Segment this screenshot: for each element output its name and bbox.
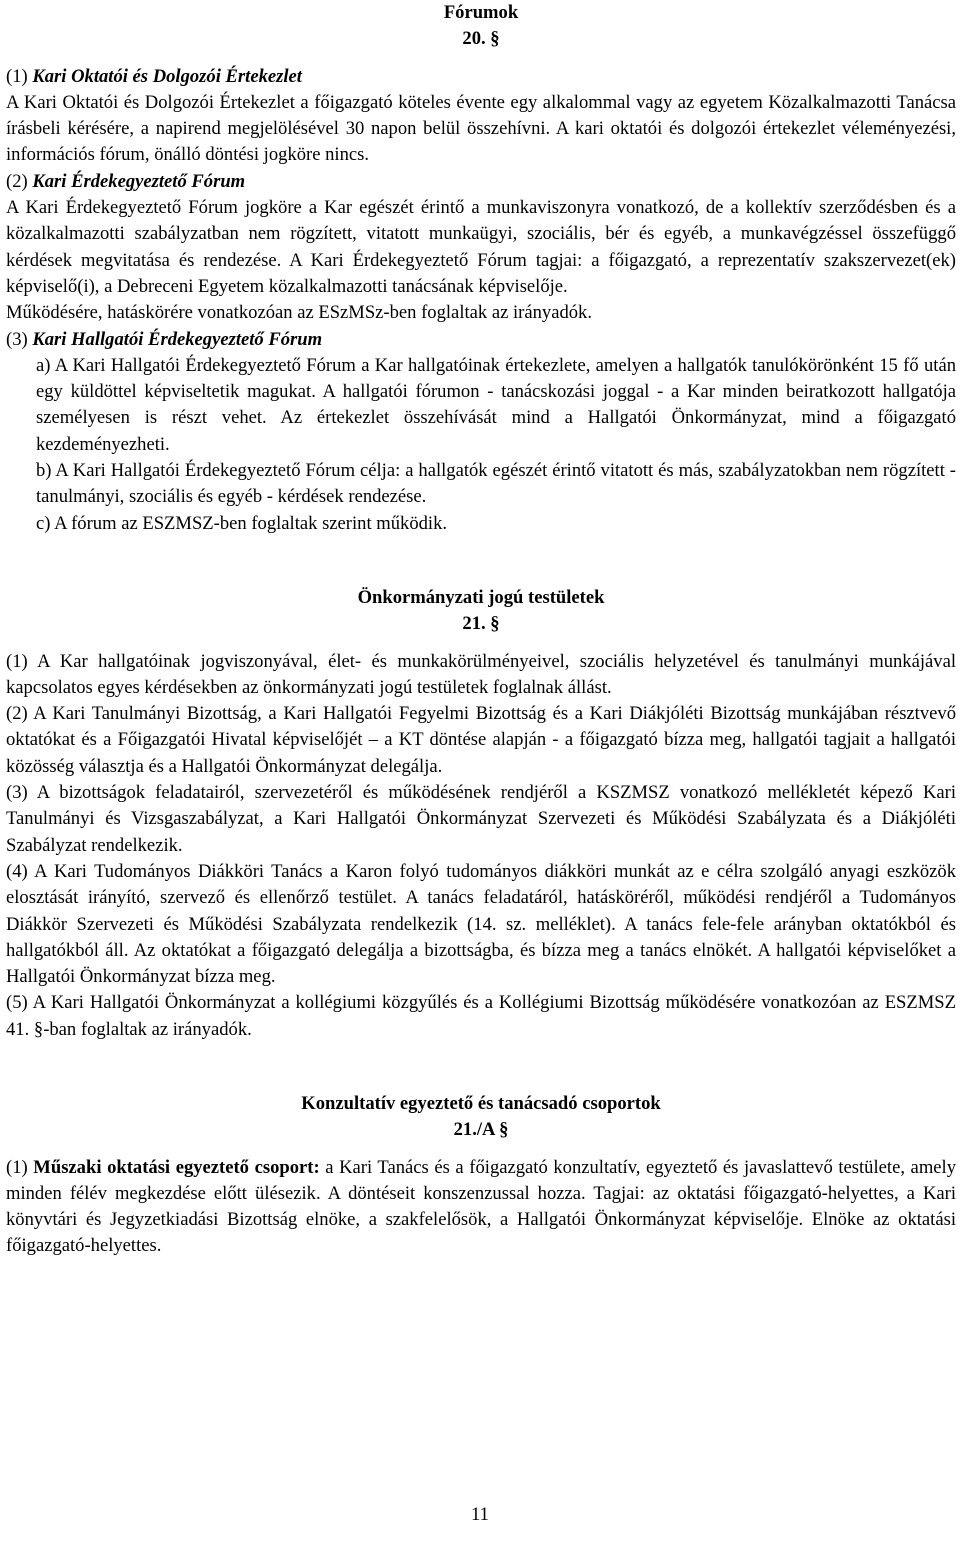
paragraph-title: Kari Hallgatói Érdekegyeztető Fórum [32,328,323,350]
paragraph-text: a Kari Tanács és a főigazgató konzultatív, egyeztető és javaslattevő testülete, amely minden félév megkezdése előtt ülésezik. A döntéseit konszenzussal hozza. Tagjai: az oktatási főigazgató-helyettes, a Kari könyvtári és Jegyzetkiadási Bizottság elnöke, a szakfelelősök, a Hallgatói Önkormányzat képviselője. Elnöke az oktatási főigazgató-helyettes. [6,1156,956,1257]
section-21-number: 21. § [462,613,500,635]
document-page [6,0,956,1260]
paragraph-text-2: Működésére, hatáskörére vonatkozóan az ESzMSz-ben foglaltak az irányadók. [6,302,592,324]
paragraph-label: (3) [6,328,28,350]
paragraph-label: (2) [6,170,28,192]
section-20-paragraph-2 [6,169,956,327]
section-20-paragraph-3b: b) A Kari Hallgatói Érdekegyeztető Fórum célja: a hallgatók egészét érintő vitatott és más, szabályzatokban nem rögzített - tanulmányi, szociális és egyéb - kérdések rendezése. [36,460,956,508]
section-21-paragraph-2: (2) A Kari Tanulmányi Bizottság, a Kari Hallgatói Fegyelmi Bizottság és a Kari Diákjóléti Bizottság munkájában résztvevő oktatókat és a Főigazgatói Hivatal képviselőjét – a KT döntése alapján - a főigazgató bízza meg, hallgatói tagjait a hallgatói közösség választja és a Hallgatói Önkormányzat delegálja. [6,703,956,777]
section-20-paragraph-3c: c) A fórum az ESZMSZ-ben foglaltak szerint működik. [36,512,448,534]
section-20-title: Fórumok [443,2,519,23]
paragraph-label: (1) [6,65,28,87]
section-21a-title: Konzultatív egyeztető és tanácsadó csoportok [301,1092,661,1114]
section-21-paragraph-1: (1) A Kar hallgatóinak jogviszonyával, élet- és munkakörülményeivel, szociális helyzetével és tanulmányi munkájával kapcsolatos egyes kérdésekben az önkormányzati jogú testületek foglalnak állást. [6,650,956,698]
paragraph-title: Kari Oktatói és Dolgozói Értekezlet [32,65,302,87]
section-21-paragraph-3: (3) A bizottságok feladatairól, szervezetéről és működésének rendjéről a KSZMSZ vonatkozó mellékletét képező Kari Tanulmányi és Vizsgaszabályzat, a Kari Hallgatói Önkormányzat Szervezeti és Működési Szabályzata és a Diákjóléti Szabályzat rendelkezik. [6,782,956,856]
section-21-title: Önkormányzati jogú testületek [357,586,605,608]
section-20-paragraph-3 [6,327,956,353]
section-21a-paragraph-1 [6,1155,956,1260]
section-21-paragraph-5: (5) A Kari Hallgatói Önkormányzat a kollégiumi közgyűlés és a Kollégiumi Bizottság működésére vonatkozóan az ESZMSZ 41. §-ban foglaltak az irányadók. [6,992,956,1040]
page-number: 11 [471,1504,489,1525]
paragraph-title: Kari Érdekegyeztető Fórum [32,170,246,192]
paragraph-title: Műszaki oktatási egyeztető csoport: [33,1156,320,1178]
section-21-paragraph-4: (4) A Kari Tudományos Diákköri Tanács a Karon folyó tudományos diákköri munkát az e célra szolgáló anyagi eszközök elosztását irányító, szervező és ellenőrző testület. A tanács feladatáról, hatásköréről, működési rendjéről a Tudományos Diákkör Szervezeti és Működési Szabályzata rendelkezik (14. sz. melléklet). A tanács fele-fele arányban oktatókból és hallgatókból áll. Az oktatókat a főigazgató delegálja a bizottságba, és bízza meg a tanács elnökét. A hallgatói képviselőket a Hallgatói Önkormányzat bízza meg. [6,860,956,988]
section-21a-number: 21./A § [453,1119,509,1141]
paragraph-text: A Kari Oktatói és Dolgozói Értekezlet a főigazgató köteles évente egy alkalommal vagy az egyetem Közalkalmazotti Tanácsa írásbeli kérésére, a napirend megjelölésével 30 napon belül összehívni. A kari oktatói és dolgozói értekezlet véleményezési, információs fórum, önálló döntési jogköre nincs. [6,91,956,166]
paragraph-text: A Kari Érdekegyeztető Fórum jogköre a Kar egészét érintő a munkaviszonyra vonatkozó, de a kollektív szerződésben és a közalkalmazotti szabályzatban nem rögzített, vitatott munkaügyi, szociális, bér és egyéb, a munkavégzéssel összefüggő kérdések megvitatása és rendezése. A Kari Érdekegyeztető Fórum tagjai: a főigazgató, a reprezentatív szakszervezet(ek) képviselő(i), a Debreceni Egyetem közalkalmazotti tanácsának képviselője. [6,197,956,297]
section-20-paragraph-3a: a) A Kari Hallgatói Érdekegyeztető Fórum a Kar hallgatóinak értekezlete, amelyen a hallgatók tanulókörönként 15 fő után egy küldöttel képviseltetik magukat. A hallgatói fórumon - tanácskozási joggal - a Kar minden beiratkozott hallgatója személyesen is részt vehet. Az értekezlet összehívását mind a Hallgatói Önkormányzat, mind a főigazgató kezdeményezheti. [36,354,956,455]
section-20-number: 20. § [462,28,500,50]
section-20-paragraph-1 [6,64,956,169]
paragraph-label: (1) [6,1156,28,1178]
